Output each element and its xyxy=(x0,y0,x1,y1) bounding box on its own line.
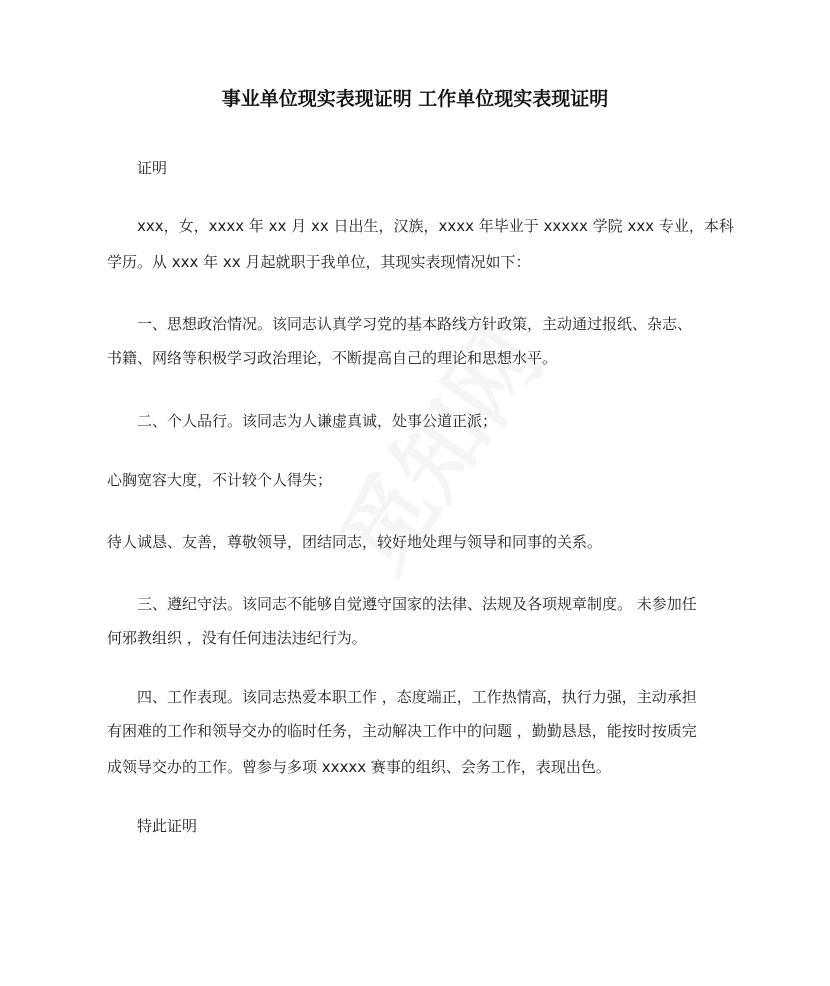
heading: 证明 xyxy=(137,159,168,177)
section2b: 心胸宽容大度，不计较个人得失； xyxy=(107,471,333,489)
section1-line-2: 书籍、网络等积极学习政治理论，不断提高自己的理论和思想水平。 xyxy=(107,349,558,367)
intro-line-1: xxx，女，xxxx 年 xx 月 xx 日出生，汉族，xxxx 年毕业于 xxxxx 学院 xxx 专业，本科 xyxy=(137,217,734,235)
section1-line-1: 一、思想政治情况。该同志认真学习党的基本路线方针政策，主动通过报纸、杂志、 xyxy=(137,315,693,333)
intro-line-2: 学历。从 xxx 年 xx 月起就职于我单位，其现实表现情况如下： xyxy=(107,253,531,271)
section3-line-1: 三、遵纪守法。该同志不能够自觉遵守国家的法律、法规及各项规章制度。 未参加任 xyxy=(137,595,697,613)
section4-line-1: 四、工作表现。该同志热爱本职工作 ，态度端正，工作热情高，执行力强，主动承担 xyxy=(137,688,697,706)
section2c: 待人诚恳、友善，尊敬领导，团结同志，较好地处理与领导和同事的关系。 xyxy=(107,533,603,551)
section4-line-2: 有困难的工作和领导交办的临时任务，主动解决工作中的问题 ，勤勤恳恳，能按时按质完 xyxy=(107,722,697,740)
section3-line-2: 何邪教组织 ，没有任何违法违纪行为。 xyxy=(107,629,367,647)
document-title: 事业单位现实表现证明 工作单位现实表现证明 xyxy=(221,88,609,110)
closing: 特此证明 xyxy=(137,817,198,835)
section4-line-3: 成领导交办的工作。曾参与多项 xxxxx 赛事的组织、会务工作，表现出色。 xyxy=(107,758,611,776)
section2: 二、个人品行。该同志为人谦虚真诚，处事公道正派； xyxy=(137,412,498,430)
